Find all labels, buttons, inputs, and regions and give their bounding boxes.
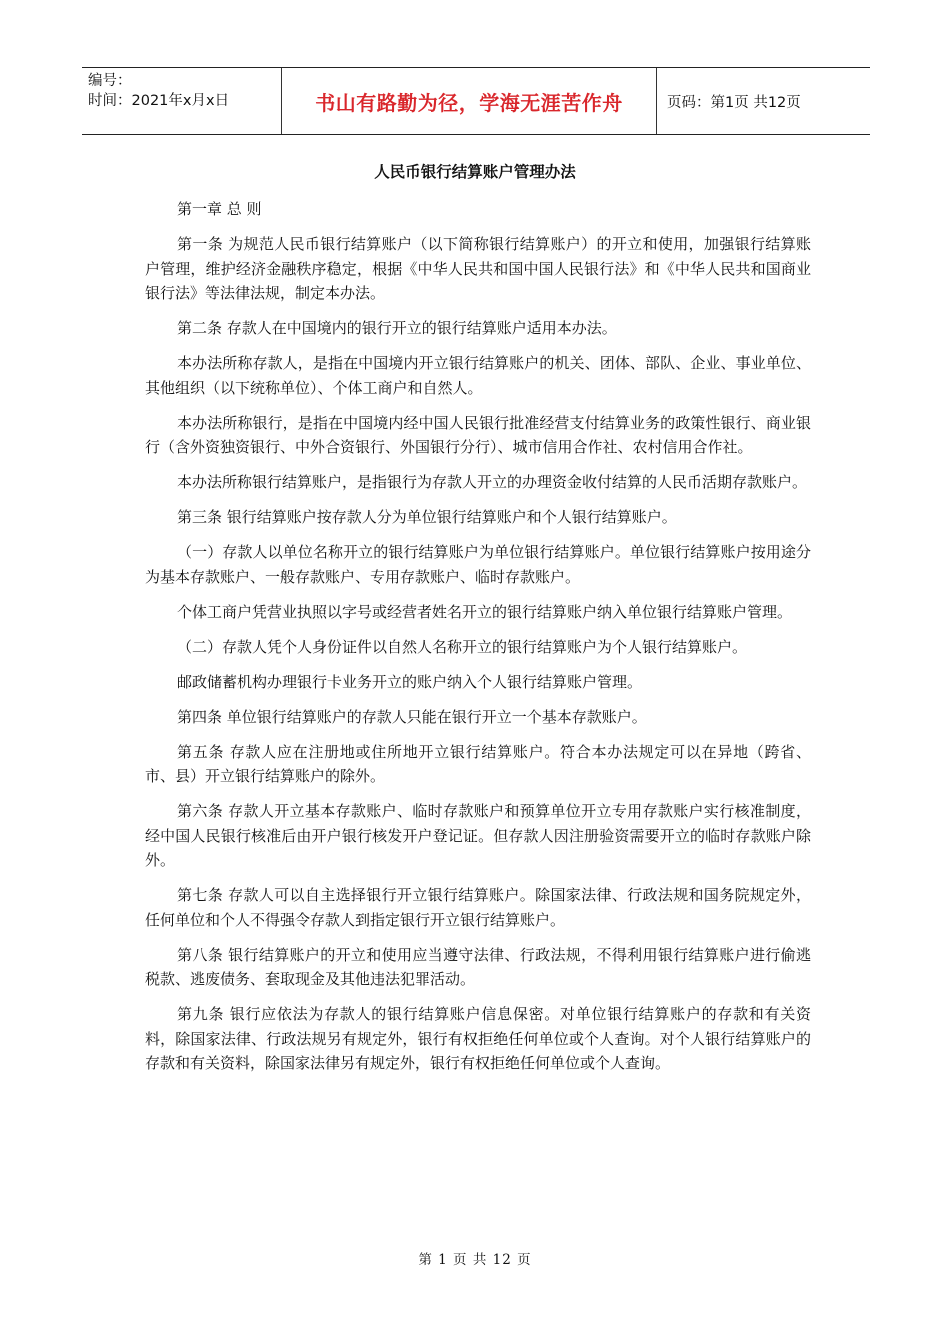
- document-body: [145, 197, 811, 1086]
- paragraph: 第一条 为规范人民币银行结算账户（以下简称银行结算账户）的开立和使用，加强银行结算账户管理，维护经济金融秩序稳定，根据《中华人民共和国中国人民银行法》和《中华人民共和国商业银行法》等法律法规，制定本办法。: [145, 235, 811, 302]
- chapter-heading: 第一章 总 则: [177, 200, 262, 218]
- paragraph: 第五条 存款人应在注册地或住所地开立银行结算账户。符合本办法规定可以在异地（跨省、市、县）开立银行结算账户的除外。: [145, 742, 811, 785]
- document-title: 人民币银行结算账户管理办法: [374, 162, 576, 181]
- header-motto: 书山有路勤为径，学海无涯苦作舟: [282, 68, 657, 134]
- paragraph: 第六条 存款人开立基本存款账户、临时存款账户和预算单位开立专用存款账户实行核准制度，经中国人民银行核准后由开户银行核发开户登记证。但存款人因注册验资需要开立的临时存款账户除外。: [145, 802, 811, 869]
- paragraph: 本办法所称存款人，是指在中国境内开立银行结算账户的机关、团体、部队、企业、事业单位、其他组织（以下统称单位）、个体工商户和自然人。: [145, 354, 811, 397]
- paragraph: 第七条 存款人可以自主选择银行开立银行结算账户。除国家法律、行政法规和国务院规定外，任何单位和个人不得强令存款人到指定银行开立银行结算账户。: [145, 886, 811, 929]
- paragraph: 第四条 单位银行结算账户的存款人只能在银行开立一个基本存款账户。: [177, 707, 647, 726]
- paragraph: 第三条 银行结算账户按存款人分为单位银行结算账户和个人银行结算账户。: [177, 508, 677, 526]
- paragraph: 第二条 存款人在中国境内的银行开立的银行结算账户适用本办法。: [177, 319, 617, 337]
- time-label: 时间：2021年x月x日: [88, 93, 230, 109]
- paragraph: 本办法所称银行结算账户，是指银行为存款人开立的办理资金收付结算的人民币活期存款账户。: [177, 473, 808, 491]
- paragraph: 本办法所称银行，是指在中国境内经中国人民银行批准经营支付结算业务的政策性银行、商业银行（含外资独资银行、中外合资银行、外国银行分行）、城市信用合作社、农村信用合作社。: [145, 413, 811, 456]
- header-meta-cell: [82, 68, 282, 134]
- header-page-info: 页码：第1页 共12页: [667, 94, 801, 111]
- paragraph: 邮政储蓄机构办理银行卡业务开立的账户纳入个人银行结算账户管理。: [177, 672, 643, 691]
- paragraph: 第九条 银行应依法为存款人的银行结算账户信息保密。对单位银行结算账户的存款和有关资料，除国家法律、行政法规另有规定外，银行有权拒绝任何单位或个人查询。对个人银行结算账户的存款和有关资料，除国家法律另有规定外，银行有权拒绝任何单位或个人查询。: [145, 1005, 811, 1072]
- paragraph: （二）存款人凭个人身份证件以自然人名称开立的银行结算账户为个人银行结算账户。: [177, 637, 748, 656]
- paragraph: 个体工商户凭营业执照以字号或经营者姓名开立的银行结算账户纳入单位银行结算账户管理。: [177, 602, 793, 621]
- page-header: [82, 67, 870, 135]
- number-label: 编号：: [88, 73, 132, 89]
- page-footer: 第 1 页 共 12 页: [418, 1252, 532, 1268]
- paragraph: （一）存款人以单位名称开立的银行结算账户为单位银行结算账户。单位银行结算账户按用途分为基本存款账户、一般存款账户、专用存款账户、临时存款账户。: [145, 543, 811, 586]
- paragraph: 第八条 银行结算账户的开立和使用应当遵守法律、行政法规，不得利用银行结算账户进行偷逃税款、逃废债务、套取现金及其他违法犯罪活动。: [145, 945, 811, 988]
